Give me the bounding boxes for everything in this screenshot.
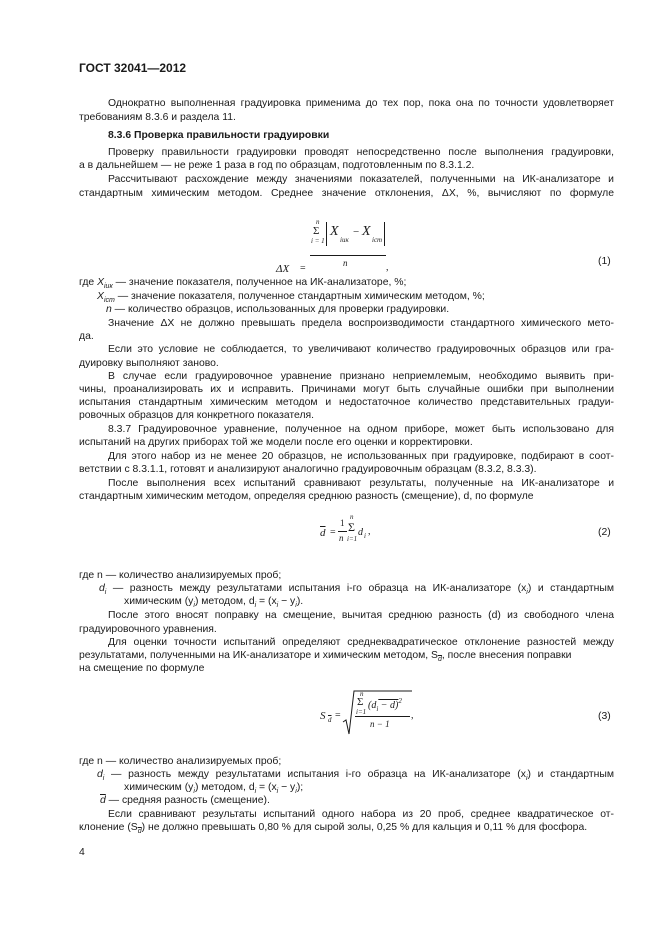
paragraph-line: 8.3.7 Градуировочное уравнение, полученное на одном приборе, может быть использовано для — [108, 424, 614, 435]
sum-lower-limit: i = 1 — [311, 237, 325, 245]
sum-upper-limit: n — [350, 513, 354, 521]
paragraph-line: клонение $(S_{\overline{d}})$ не должно превышать 0,80 % для сырой золы, 0,25 % для кальция и 0,11 % для фосфора. — [79, 822, 588, 835]
sum-upper-limit: n — [316, 218, 320, 226]
where-line: $d_i$ — разность между результатами испытания i-го образца на ИК-анализаторе $(x_i)$ и стандартным — [99, 583, 615, 596]
fraction-denominator: n − 1 — [370, 719, 390, 729]
paragraph-line: Рассчитывают расхождение между значениями показателей, полученными на ИК-анализаторе и — [108, 174, 614, 185]
definition-text: — значение показателя, полученное на ИК-анализаторе, %; — [115, 277, 407, 288]
abs-bar-left — [326, 222, 327, 246]
paragraph-line: Для этого набор из не менее 20 образцов, не использованных при градуировке, подбирают в соот- — [108, 451, 614, 462]
formula-dot: , — [386, 262, 389, 273]
where-line — [106, 303, 449, 316]
where-line: где n — количество анализируемых проб; — [79, 756, 282, 767]
where-line: химическим $(y_i)$ методом, $d_i = (x_i - y_i)$; — [124, 782, 304, 795]
paragraph-line: стандартным химическим методом. Среднее значение отклонения, ΔX, %, вычисляют по формуле — [79, 188, 614, 199]
minus-sign: − — [353, 226, 360, 238]
paragraph-line: ветствии с 8.3.1.1, готовят и анализируют аналогично градуировочным образцам (8.3.2, 8.3.3). — [79, 464, 537, 475]
sum-symbol: Σ — [357, 696, 364, 708]
formula-equals: = — [330, 527, 336, 538]
paragraph-line: градуировочного уравнения. — [79, 624, 217, 635]
paragraph-line: да. — [79, 331, 94, 342]
formula-lhs: ΔX — [276, 263, 290, 275]
formula-number: (1) — [598, 256, 611, 267]
paragraph-line: чины, проанализировать их и исправить. Причинами могут быть случайные ошибки при выполнении — [79, 384, 614, 395]
subscript-ik: iик — [104, 283, 113, 290]
paragraph-line: Проверку правильности градуировки проводят непосредственно после выполнения градуировки, — [108, 147, 614, 158]
paragraph-line: испытаний на других приборах той же модели после его оценки и корректировки. — [79, 437, 473, 448]
fraction-denominator: n — [339, 533, 344, 543]
fraction-numerator: 1 — [340, 518, 345, 528]
paragraph-line: После этого вносят поправку на смещение, вычитая среднюю разность (d) из свободного члена — [108, 610, 614, 621]
section-heading: 8.3.6 Проверка правильности градуировки — [108, 130, 330, 141]
subscript-i: i — [364, 532, 366, 540]
where-line: $d_i$ — разность между результатами испытания i-го образца на ИК-анализаторе $(x_i)$ и стандартным — [97, 769, 614, 782]
paragraph-line: Если это условие не соблюдается, то увеличивают количество градуировочных образцов или гра- — [108, 344, 614, 355]
paragraph-line: дуировку выполняют заново. — [79, 358, 219, 369]
document-header: ГОСТ 32041—2012 — [79, 61, 187, 75]
paragraph-line: Для оценки точности испытаний определяют среднеквадратическое отклонение разностей между — [108, 637, 614, 648]
paragraph-line: После выполнения всех испытаний сравнивают результаты, полученные на ИК-анализаторе и — [108, 478, 614, 489]
paragraph-line: Значение ΔX не должно превышать предела воспроизводимости стандартного химического мето- — [108, 318, 614, 329]
var-x-ik: X — [97, 277, 104, 288]
formula-dot: , — [411, 710, 414, 721]
numerator-body: $(d_i - d)^2$ — [368, 697, 402, 713]
formula-equals: = — [335, 710, 341, 721]
var-x: X — [330, 224, 339, 239]
var-d: d — [358, 527, 363, 538]
paragraph-line: В случае если градуировочное уравнение признано неприемлемым, необходимо выявить при- — [108, 371, 614, 382]
sum-upper-limit: n — [360, 690, 364, 698]
paragraph-line: а в дальнейшем — не реже 1 раза в год по образцам, подготовленным по 8.3.1.2. — [79, 160, 475, 171]
definition-text: — значение показателя, полученное стандартным химическим методом, %; — [117, 291, 485, 302]
subscript-dbar: $\overline{d}$ — [328, 716, 332, 724]
subscript-st: iст — [103, 297, 115, 304]
var-s: S — [320, 710, 326, 722]
paragraph-line: Однократно выполненная градуировка применима до тех пор, пока она по точности удовлетворяет — [108, 98, 614, 109]
subscript-ik: iик — [340, 236, 349, 244]
var-n: n — [106, 304, 112, 315]
fraction-denominator: n — [343, 258, 348, 268]
sum-lower-limit: i=1 — [347, 535, 358, 543]
paragraph-line: ровочных образцов для конкретного показателя. — [79, 410, 315, 421]
var-dbar: $\overline{d}$ — [320, 527, 326, 539]
page-number: 4 — [79, 847, 85, 858]
where-line: $\overline{d}$ — средняя разность (смещение). — [100, 795, 270, 806]
definition-text: — количество образцов, использованных для проверки градуировки. — [114, 304, 450, 315]
fraction-bar — [355, 716, 410, 717]
paragraph-line: требованиям 8.3.6 и раздела 11. — [79, 112, 236, 123]
formula-number: (2) — [598, 527, 611, 538]
where-label: где — [79, 277, 95, 288]
paragraph-line: результатами, полученными на ИК-анализаторе и химическим методом, $S_{\overline{d}}$, после внесения поправки — [79, 650, 572, 663]
paragraph-line: Если сравнивают результаты испытаний одного набора из 20 проб, среднее квадратическое от- — [108, 809, 614, 820]
formula-number: (3) — [598, 711, 611, 722]
formula-dot: , — [368, 526, 371, 537]
paragraph-line: стандартным химическим методом, определяя среднюю разность (смещение), d, по формуле — [79, 491, 534, 502]
abs-bar-right — [384, 222, 385, 246]
formula-equals: = — [300, 263, 306, 274]
where-line: где n — количество анализируемых проб; — [79, 570, 282, 581]
fraction-bar — [338, 531, 347, 532]
var-x-st: X — [97, 291, 104, 302]
where-line: химическим $(y_i)$ методом, $d_i = (x_i - y_i)$. — [124, 596, 304, 609]
paragraph-line: испытания стандартным химическим методом и недостаточное количество представительных градуи- — [79, 397, 614, 408]
sum-lower-limit: i=1 — [356, 708, 367, 716]
paragraph-line: на смещение по формуле — [79, 663, 205, 674]
sum-symbol: Σ — [348, 520, 355, 534]
subscript-st: iст — [372, 236, 383, 244]
sum-symbol: Σ — [313, 225, 320, 237]
var-dbar: $\overline{d}$ — [100, 795, 106, 806]
var-x: X — [362, 224, 371, 239]
fraction-bar — [310, 255, 386, 256]
